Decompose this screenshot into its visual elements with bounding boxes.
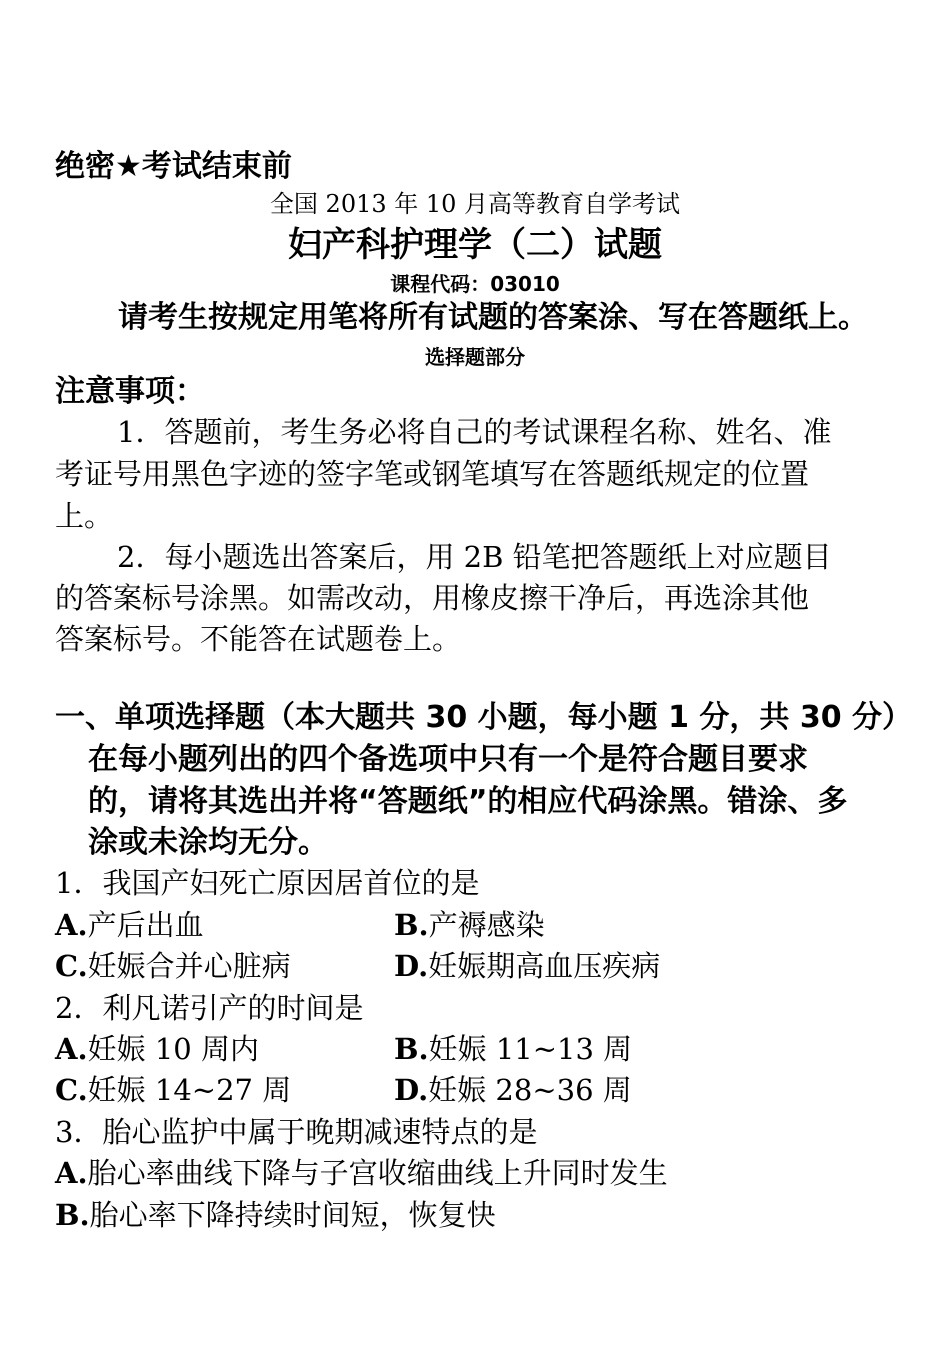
question-3-stem: 3．胎心监护中属于晚期减速特点的是: [55, 1115, 538, 1149]
notice-item2-line2: 的答案标号涂黑。如需改动，用橡皮擦干净后，再选涂其他: [55, 581, 810, 615]
option-letter: C.: [55, 949, 88, 983]
question-1-option-d: [394, 949, 661, 983]
section1-title: 一、单项选择题（本大题共 30 小题，每小题 1 分，共 30 分）: [55, 700, 913, 735]
notice-item1-line1: 1．答题前，考生务必将自己的考试课程名称、姓名、准: [117, 415, 832, 449]
section1-desc-line3: 涂或未涂均无分。: [88, 825, 328, 860]
question-2-option-b: [394, 1032, 633, 1066]
notice-item2-line3: 答案标号。不能答在试题卷上。: [55, 622, 462, 656]
notice-title: 注意事项：: [55, 374, 205, 409]
subject-title: 妇产科护理学（二）试题: [288, 225, 662, 265]
option-text: 妊娠 28~36 周: [428, 1073, 632, 1107]
question-3-option-a: [55, 1156, 668, 1190]
option-text: 妊娠 10 周内: [87, 1032, 259, 1066]
confidential-mark: 绝密★考试结束前: [55, 149, 292, 184]
option-letter: B.: [55, 1198, 90, 1232]
question-1-stem: 1．我国产妇死亡原因居首位的是: [55, 866, 480, 900]
question-3-option-b: [55, 1198, 496, 1232]
section1-desc-line2: 的，请将其选出并将“答题纸”的相应代码涂黑。错涂、多: [88, 784, 848, 819]
option-text: 妊娠期高血压疾病: [428, 949, 661, 983]
part-title: 选择题部分: [425, 345, 525, 369]
notice-item2-line1: 2．每小题选出答案后，用 2B 铅笔把答题纸上对应题目: [117, 540, 832, 574]
answer-instruction: 请考生按规定用笔将所有试题的答案涂、写在答题纸上。: [118, 300, 868, 335]
question-2-option-c: [55, 1073, 292, 1107]
option-text: 妊娠合并心脏病: [87, 949, 291, 983]
question-1-option-b: [394, 908, 545, 942]
exam-title: 全国 2013 年 10 月高等教育自学考试: [269, 190, 681, 218]
option-letter: A.: [55, 1156, 88, 1190]
course-code: 课程代码：03010: [390, 272, 560, 296]
option-letter: A.: [55, 908, 88, 942]
question-2-option-a: [55, 1032, 259, 1066]
option-text: 妊娠 14~27 周: [87, 1073, 292, 1107]
option-text: 胎心率曲线下降与子宫收缩曲线上升同时发生: [87, 1156, 668, 1190]
option-letter: D.: [394, 949, 429, 983]
option-letter: B.: [394, 1032, 429, 1066]
question-2-stem: 2．利凡诺引产的时间是: [55, 991, 364, 1025]
option-letter: C.: [55, 1073, 88, 1107]
option-text: 产褥感染: [428, 908, 545, 942]
option-letter: D.: [394, 1073, 429, 1107]
section1-desc-line1: 在每小题列出的四个备选项中只有一个是符合题目要求: [88, 742, 808, 777]
option-text: 产后出血: [87, 908, 204, 942]
option-letter: B.: [394, 908, 429, 942]
question-2-option-d: [394, 1073, 632, 1107]
option-text: 妊娠 11~13 周: [428, 1032, 633, 1066]
notice-item1-line2: 考证号用黑色字迹的签字笔或钢笔填写在答题纸规定的位置: [55, 457, 810, 491]
question-1-option-c: [55, 949, 291, 983]
question-1-option-a: [55, 908, 204, 942]
option-text: 胎心率下降持续时间短，恢复快: [89, 1198, 496, 1232]
notice-item1-line3: 上。: [55, 499, 114, 533]
option-letter: A.: [55, 1032, 88, 1066]
